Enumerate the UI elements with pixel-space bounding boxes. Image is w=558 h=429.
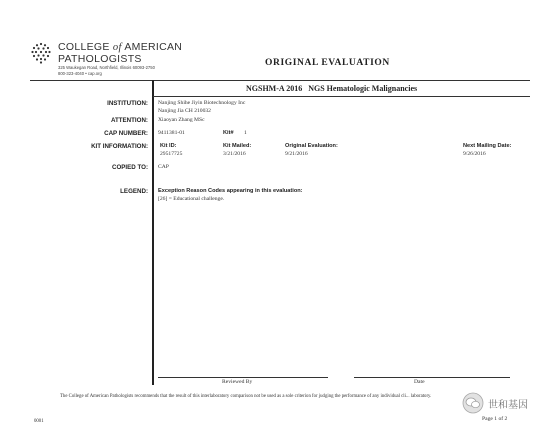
- program-divider: [153, 96, 530, 97]
- date-label: Date: [414, 379, 425, 385]
- organization-address: 325 Waukegan Road, Northfield, Illinois 60093-2750: [58, 65, 155, 70]
- program-title: NGSHM-A 2016 NGS Hematologic Malignancies: [246, 84, 418, 93]
- organization-name-line1: COLLEGE of AMERICAN: [58, 41, 183, 53]
- header-divider: [30, 80, 530, 81]
- institution-label: INSTITUTION:: [107, 100, 148, 107]
- original-evaluation-label: Original Evaluation:: [285, 143, 338, 149]
- cap-number-value: 9411381-01: [158, 130, 185, 136]
- kit-number-value: 1: [244, 130, 247, 136]
- page-number: Page 1 of 2: [482, 416, 508, 422]
- original-evaluation-value: 9/21/2016: [285, 151, 308, 157]
- kit-id-label: Kit ID:: [160, 143, 177, 149]
- next-mailing-label: Next Mailing Date:: [463, 143, 512, 149]
- institution-address: Nanjing Jia CH 210032: [158, 108, 211, 114]
- column-divider: [152, 80, 154, 385]
- wechat-icon: [462, 392, 484, 414]
- next-mailing-value: 9/26/2016: [463, 151, 486, 157]
- copied-to-label: COPIED TO:: [112, 164, 148, 171]
- cap-logo-icon: [30, 42, 52, 64]
- legend-title: Exception Reason Codes appearing in this evaluation:: [158, 188, 303, 194]
- reviewed-by-label: Reviewed By: [222, 379, 253, 385]
- attention-label: ATTENTION:: [110, 117, 148, 124]
- watermark-text: 世和基因: [488, 399, 528, 411]
- organization-name-line2: PATHOLOGISTS: [58, 53, 142, 65]
- date-line: [354, 377, 510, 378]
- form-number: 0001: [34, 419, 44, 424]
- reviewed-by-line: [158, 377, 328, 378]
- institution-name: Nanjing Shihe Jiyin Biotechnology Inc: [158, 100, 246, 106]
- kit-mailed-label: Kit Mailed:: [223, 143, 252, 149]
- kit-mailed-value: 3/21/2016: [223, 151, 246, 157]
- organization-contact: 800-323-4040 • cap.org: [58, 71, 102, 76]
- kit-id-value: 29517725: [160, 151, 183, 157]
- cap-number-label: CAP NUMBER:: [104, 130, 148, 137]
- legend-item: [26] = Educational challenge.: [158, 196, 225, 202]
- disclaimer-note: The College of American Pathologists recommends that the result of this interlaboratory comparison not be used as a sole criterion for judging the performance of any individual cli... laboratory.: [60, 394, 432, 399]
- document-title: ORIGINAL EVALUATION: [265, 58, 390, 68]
- watermark: [462, 392, 528, 414]
- legend-label: LEGEND:: [120, 188, 148, 195]
- kit-information-label: KIT INFORMATION:: [91, 143, 148, 150]
- attention-value: Xiaoyan Zhang MSc: [158, 117, 205, 123]
- copied-to-value: CAP: [158, 164, 169, 170]
- kit-number-label: Kit#: [223, 130, 234, 136]
